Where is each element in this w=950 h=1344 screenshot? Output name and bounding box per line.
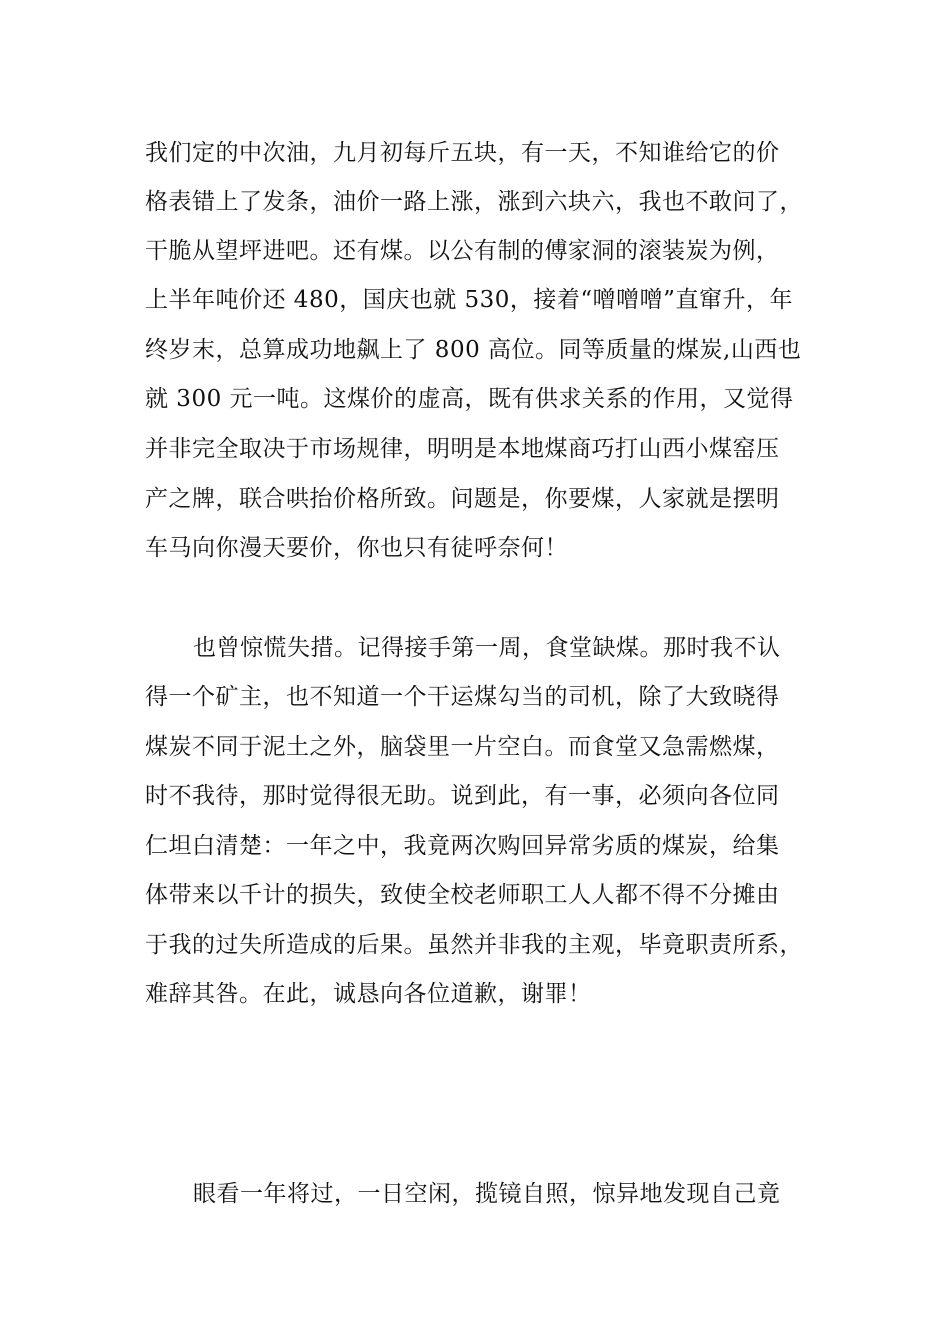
text-line: 难辞其咎。在此，诚恳向各位道歉，谢罪！: [145, 981, 592, 1007]
text-line: 煤炭不同于泥土之外，脑袋里一片空白。而食堂又急需燃煤，: [145, 734, 780, 760]
text-line: 就 300 元一吨。这煤价的虚高，既有供求关系的作用，又觉得: [145, 386, 794, 412]
text-line: 上半年吨价还 480，国庆也就 530，接着“噌噌噌”直窜升，年: [145, 287, 793, 313]
text-line: 车马向你漫天要价，你也只有徒呼奈何！: [145, 535, 568, 561]
text-line: 眼看一年将过，一日空闲，揽镜自照，惊异地发现自己竟: [193, 1181, 781, 1207]
text-line: 我们定的中次油，九月初每斤五块，有一天，不知谁给它的价: [145, 140, 780, 166]
text-line: 体带来以千计的损失，致使全校老师职工人人都不得不分摊由: [145, 882, 780, 908]
text-line: 得一个矿主，也不知道一个干运煤勾当的司机，除了大致晓得: [145, 684, 780, 710]
text-line: 并非完全取决于市场规律，明明是本地煤商巧打山西小煤窑压: [145, 436, 780, 462]
text-line: 也曾惊慌失措。记得接手第一周，食堂缺煤。那时我不认: [193, 635, 781, 661]
text-line: 于我的过失所造成的后果。虽然并非我的主观，毕竟职责所系，: [145, 932, 803, 958]
text-line: 格表错上了发条，油价一路上涨，涨到六块六，我也不敢问了，: [145, 189, 803, 215]
text-line: 仁坦白清楚：一年之中，我竟两次购回异常劣质的煤炭，给集: [145, 833, 780, 859]
text-line: 干脆从望坪进吧。还有煤。以公有制的傅家洞的滚装炭为例，: [145, 238, 780, 264]
text-line: 终岁末，总算成功地飙上了 800 高位。同等质量的煤炭,山西也: [145, 337, 802, 363]
text-line: 时不我待，那时觉得很无助。说到此，有一事，必须向各位同: [145, 783, 780, 809]
text-line: 产之牌，联合哄抬价格所致。问题是，你要煤，人家就是摆明: [145, 486, 780, 512]
